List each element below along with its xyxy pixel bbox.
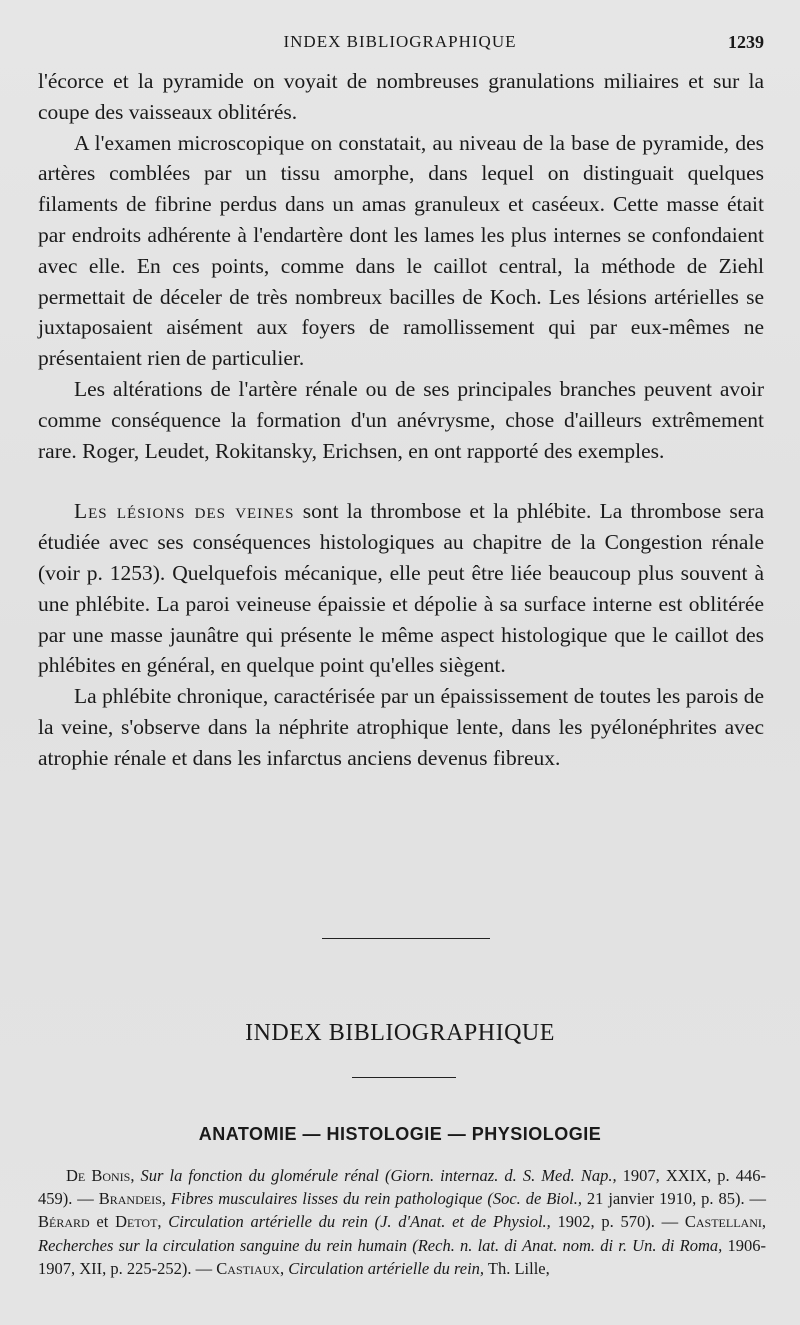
- reference-conjunction: et: [89, 1212, 116, 1232]
- reference-title: Recherches sur la circulation sanguine du rein humain (Rech. n. lat. di Anat. nom. di r. Un. di Roma,: [38, 1235, 723, 1255]
- reference-title: Fibres musculaires lisses du rein pathologique (Soc. de Biol.,: [165, 1189, 582, 1209]
- reference-author: Brandeis,: [98, 1189, 166, 1209]
- reference-author: Bérard: [38, 1212, 90, 1232]
- running-head: [0, 30, 800, 56]
- bibliography-references: [38, 1164, 766, 1280]
- reference-author: Castiaux,: [216, 1258, 285, 1278]
- reference-author: De Bonis,: [66, 1166, 135, 1185]
- paragraph-aneurysm: Les altérations de l'artère rénale ou de ses principales branches peuvent avoir comme conséquence la formation d'un anévrysme, chose d'ailleurs extrêmement rare. Roger, Leudet, Rokitansky, Erichsen, en ont rapporté des exemples.: [38, 376, 764, 463]
- reference-source: 21 janvier 1910, p. 85). —: [581, 1189, 767, 1209]
- reference-source: 1906-1907, XII, p. 225-252). —: [38, 1235, 766, 1278]
- paragraph-venous-lesions: [38, 496, 764, 681]
- title-underline: [352, 1077, 456, 1078]
- reference-source: Th. Lille,: [484, 1258, 550, 1278]
- paragraph-microscopy: A l'examen microscopique on constatait, au niveau de la base de pyramide, des artères comblées par un tissu amorphe, dans lequel on distinguait quelques filaments de fibrine perdus dans un amas granuleux et caséeux. Cette masse était par endroits adhérente à l'endartère dont les lames les plus internes se confondaient avec elle. En ces points, comme dans le caillot central, la méthode de Ziehl permettait de déceler de très nombreux bacilles de Koch. Les lésions artérielles se juxtaposaient aisément aux foyers de ramollissement qui par eux-mêmes ne présentaient rien de particulier.: [38, 130, 764, 371]
- page-number: 1239: [728, 32, 764, 52]
- reference-title: Circulation artérielle du rein (J. d'Anat. et de Physiol.,: [161, 1212, 551, 1232]
- reference-title: Sur la fonction du glomérule rénal (Giorn. internaz. d. S. Med. Nap.,: [140, 1166, 617, 1185]
- reference-author: Detot,: [115, 1212, 162, 1232]
- venous-lesions-lead: Les lésions des veines: [74, 499, 295, 524]
- venous-lesions-text: sont la thrombose et la phlébite. La thrombose sera étudiée avec ses conséquences histologiques au chapitre de la Congestion rénale (voir p. 1253). Quelquefois mécanique, elle peut être liée beaucoup plus souvent à une phlébite. La paroi veineuse épaissie et dépolie à sa surface interne est oblitérée par une masse jaunâtre qui présente le même aspect histologique que le caillot des phlébites en général, en quelque point qu'elles siègent.: [38, 499, 764, 678]
- section-title: ANATOMIE — HISTOLOGIE — PHYSIOLOGIE: [198, 1124, 602, 1144]
- section-divider: [322, 938, 490, 939]
- body-text: [38, 66, 764, 774]
- reference-title: Circulation artérielle du rein,: [284, 1258, 485, 1278]
- paragraph-chronic-phlebitis: La phlébite chronique, caractérisée par un épaississement de toutes les parois de la veine, s'observe dans la néphrite atrophique lente, dans les pyélonéphrites avec atrophie rénale et dans les infarctus anciens devenus fibreux.: [38, 684, 764, 770]
- reference-author: Castellani,: [684, 1212, 766, 1232]
- running-title: INDEX BIBLIOGRAPHIQUE: [283, 32, 517, 51]
- reference-list: [38, 1164, 766, 1280]
- reference-source: 1902, p. 570). —: [550, 1212, 685, 1232]
- reference-source: 1907, XXIX, p. 446-459). —: [38, 1166, 766, 1209]
- index-title: INDEX BIBLIOGRAPHIQUE: [245, 1020, 555, 1046]
- paragraph-continuation: l'écorce et la pyramide on voyait de nombreuses granulations miliaires et sur la coupe des vaisseaux oblitérés.: [38, 69, 764, 124]
